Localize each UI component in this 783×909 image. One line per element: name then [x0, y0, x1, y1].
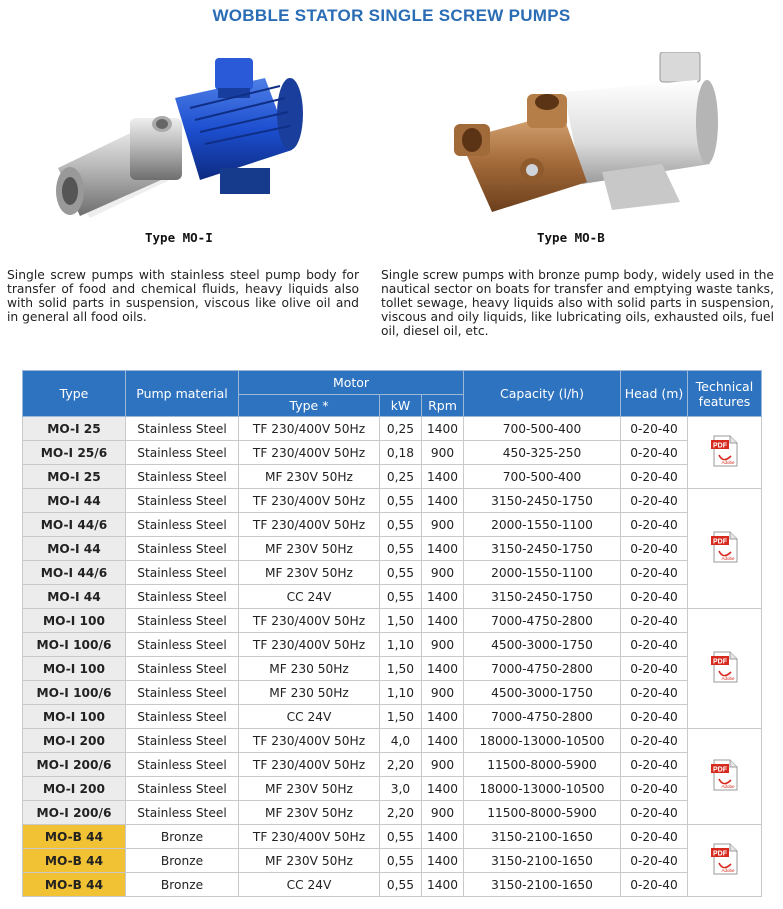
cell-motor-type: MF 230V 50Hz: [239, 801, 380, 825]
pdf-adobe-label: Adobe: [720, 784, 735, 789]
cell-pump-material: Stainless Steel: [126, 777, 239, 801]
cell-kw: 2,20: [380, 801, 422, 825]
cell-head: 0-20-40: [621, 417, 688, 441]
col-header-technical-features: Technical features: [688, 371, 762, 417]
cell-type: MO-B 44: [23, 849, 126, 873]
cell-kw: 0,55: [380, 825, 422, 849]
cell-rpm: 1400: [422, 609, 464, 633]
col-header-head: Head (m): [621, 371, 688, 417]
cell-type: MO-I 200: [23, 729, 126, 753]
col-header-motor: Motor: [239, 371, 464, 395]
cell-head: 0-20-40: [621, 777, 688, 801]
caption-mo-i: Type MO-I: [145, 230, 213, 245]
cell-pump-material: Stainless Steel: [126, 657, 239, 681]
table-row: [23, 537, 762, 561]
cell-capacity: 700-500-400: [464, 417, 621, 441]
cell-capacity: 7000-4750-2800: [464, 609, 621, 633]
table-row: [23, 705, 762, 729]
cell-capacity: 2000-1550-1100: [464, 513, 621, 537]
cell-head: 0-20-40: [621, 609, 688, 633]
cell-motor-type: CC 24V: [239, 873, 380, 897]
table-row: [23, 801, 762, 825]
cell-rpm: 900: [422, 513, 464, 537]
cell-pump-material: Bronze: [126, 825, 239, 849]
cell-capacity: 4500-3000-1750: [464, 681, 621, 705]
pdf-adobe-label: Adobe: [720, 868, 735, 873]
cell-kw: 3,0: [380, 777, 422, 801]
cell-motor-type: TF 230/400V 50Hz: [239, 417, 380, 441]
cell-type: MO-I 25: [23, 417, 126, 441]
cell-head: 0-20-40: [621, 537, 688, 561]
cell-motor-type: TF 230/400V 50Hz: [239, 609, 380, 633]
table-row: [23, 729, 762, 753]
technical-features-cell: [688, 609, 762, 729]
col-header-pump-material: Pump material: [126, 371, 239, 417]
cell-motor-type: CC 24V: [239, 705, 380, 729]
cell-kw: 0,25: [380, 465, 422, 489]
cell-rpm: 1400: [422, 657, 464, 681]
cell-rpm: 1400: [422, 537, 464, 561]
cell-kw: 0,55: [380, 513, 422, 537]
cell-capacity: 3150-2450-1750: [464, 537, 621, 561]
cell-rpm: 1400: [422, 873, 464, 897]
table-row: [23, 561, 762, 585]
pdf-adobe-label: Adobe: [720, 556, 735, 561]
cell-pump-material: Bronze: [126, 849, 239, 873]
cell-pump-material: Stainless Steel: [126, 633, 239, 657]
pdf-icon[interactable]: [711, 651, 739, 686]
cell-pump-material: Stainless Steel: [126, 537, 239, 561]
cell-rpm: 1400: [422, 825, 464, 849]
cell-type: MO-B 44: [23, 825, 126, 849]
cell-rpm: 900: [422, 681, 464, 705]
table-row: [23, 873, 762, 897]
table-row: [23, 777, 762, 801]
pdf-icon[interactable]: [711, 531, 739, 566]
cell-pump-material: Stainless Steel: [126, 441, 239, 465]
cell-rpm: 1400: [422, 417, 464, 441]
cell-rpm: 900: [422, 633, 464, 657]
cell-head: 0-20-40: [621, 489, 688, 513]
table-row: [23, 489, 762, 513]
cell-capacity: 700-500-400: [464, 465, 621, 489]
cell-pump-material: Stainless Steel: [126, 417, 239, 441]
cell-motor-type: TF 230/400V 50Hz: [239, 729, 380, 753]
table-row: [23, 585, 762, 609]
cell-type: MO-I 25/6: [23, 441, 126, 465]
table-row: [23, 609, 762, 633]
cell-motor-type: MF 230V 50Hz: [239, 777, 380, 801]
cell-pump-material: Stainless Steel: [126, 801, 239, 825]
technical-features-cell: [688, 825, 762, 897]
cell-head: 0-20-40: [621, 657, 688, 681]
cell-motor-type: MF 230V 50Hz: [239, 561, 380, 585]
cell-motor-type: MF 230 50Hz: [239, 681, 380, 705]
description-mo-i: Single screw pumps with stainless steel pump body for transfer of food and chemical fluids, heavy liquids also with solid parts in suspension, viscous like olive oil and in general all food oils.: [7, 268, 359, 324]
cell-capacity: 3150-2450-1750: [464, 585, 621, 609]
cell-head: 0-20-40: [621, 705, 688, 729]
cell-type: MO-I 44: [23, 585, 126, 609]
cell-kw: 0,18: [380, 441, 422, 465]
cell-pump-material: Stainless Steel: [126, 681, 239, 705]
cell-rpm: 1400: [422, 705, 464, 729]
table-row: [23, 633, 762, 657]
technical-features-cell: [688, 729, 762, 825]
cell-head: 0-20-40: [621, 681, 688, 705]
cell-type: MO-I 200/6: [23, 753, 126, 777]
cell-rpm: 1400: [422, 489, 464, 513]
cell-head: 0-20-40: [621, 633, 688, 657]
description-mo-b: Single screw pumps with bronze pump body, widely used in the nautical sector on boats for transfer and emptying waste tanks, tollet sewage, heavy liquids also with solid parts in suspension, viscous and oily liquids, like lubricating oils, exhausted oils, fuel oil, diesel oil, etc.: [381, 268, 775, 338]
cell-rpm: 1400: [422, 585, 464, 609]
cell-rpm: 900: [422, 801, 464, 825]
cell-type: MO-I 44: [23, 489, 126, 513]
cell-rpm: 1400: [422, 849, 464, 873]
cell-kw: 0,55: [380, 873, 422, 897]
cell-kw: 1,50: [380, 657, 422, 681]
cell-motor-type: MF 230 50Hz: [239, 657, 380, 681]
cell-motor-type: TF 230/400V 50Hz: [239, 633, 380, 657]
caption-mo-b: Type MO-B: [537, 230, 605, 245]
cell-type: MO-I 200: [23, 777, 126, 801]
cell-head: 0-20-40: [621, 465, 688, 489]
table-row: [23, 513, 762, 537]
cell-pump-material: Stainless Steel: [126, 705, 239, 729]
cell-head: 0-20-40: [621, 441, 688, 465]
cell-pump-material: Stainless Steel: [126, 753, 239, 777]
cell-kw: 1,50: [380, 705, 422, 729]
cell-kw: 0,55: [380, 585, 422, 609]
col-header-motor-type: Type *: [239, 395, 380, 417]
table-row: [23, 657, 762, 681]
cell-motor-type: TF 230/400V 50Hz: [239, 489, 380, 513]
cell-motor-type: TF 230/400V 50Hz: [239, 753, 380, 777]
pdf-adobe-label: Adobe: [720, 676, 735, 681]
cell-pump-material: Stainless Steel: [126, 561, 239, 585]
cell-pump-material: Stainless Steel: [126, 489, 239, 513]
cell-kw: 1,50: [380, 609, 422, 633]
technical-features-cell: [688, 489, 762, 609]
cell-rpm: 1400: [422, 729, 464, 753]
cell-capacity: 18000-13000-10500: [464, 777, 621, 801]
pump-mo-i-image: [50, 58, 305, 218]
cell-type: MO-I 100/6: [23, 633, 126, 657]
spec-table-body: [23, 417, 762, 897]
cell-rpm: 900: [422, 753, 464, 777]
pdf-adobe-label: Adobe: [720, 460, 735, 465]
cell-pump-material: Stainless Steel: [126, 729, 239, 753]
cell-capacity: 4500-3000-1750: [464, 633, 621, 657]
cell-motor-type: TF 230/400V 50Hz: [239, 441, 380, 465]
cell-capacity: 11500-8000-5900: [464, 753, 621, 777]
table-row: [23, 441, 762, 465]
cell-type: MO-I 100/6: [23, 681, 126, 705]
cell-type: MO-I 100: [23, 609, 126, 633]
col-header-rpm: Rpm: [422, 395, 464, 417]
cell-head: 0-20-40: [621, 729, 688, 753]
technical-features-cell: [688, 417, 762, 489]
cell-rpm: 1400: [422, 777, 464, 801]
table-row: [23, 465, 762, 489]
cell-head: 0-20-40: [621, 825, 688, 849]
cell-type: MO-I 25: [23, 465, 126, 489]
cell-head: 0-20-40: [621, 801, 688, 825]
svg-text:PDF: PDF: [712, 658, 727, 666]
cell-type: MO-I 44/6: [23, 513, 126, 537]
pdf-icon[interactable]: [711, 759, 739, 794]
cell-type: MO-I 44: [23, 537, 126, 561]
cell-kw: 0,55: [380, 561, 422, 585]
cell-pump-material: Stainless Steel: [126, 609, 239, 633]
cell-kw: 1,10: [380, 633, 422, 657]
cell-type: MO-B 44: [23, 873, 126, 897]
table-row: [23, 849, 762, 873]
cell-kw: 2,20: [380, 753, 422, 777]
cell-type: MO-I 100: [23, 705, 126, 729]
col-header-type: Type: [23, 371, 126, 417]
table-row: [23, 753, 762, 777]
cell-pump-material: Stainless Steel: [126, 513, 239, 537]
table-row: [23, 417, 762, 441]
cell-motor-type: MF 230V 50Hz: [239, 849, 380, 873]
cell-capacity: 11500-8000-5900: [464, 801, 621, 825]
cell-type: MO-I 200/6: [23, 801, 126, 825]
pdf-icon[interactable]: [711, 435, 739, 470]
cell-motor-type: CC 24V: [239, 585, 380, 609]
cell-capacity: 3150-2450-1750: [464, 489, 621, 513]
cell-kw: 0,55: [380, 489, 422, 513]
cell-capacity: 3150-2100-1650: [464, 873, 621, 897]
cell-rpm: 1400: [422, 465, 464, 489]
cell-rpm: 900: [422, 441, 464, 465]
cell-head: 0-20-40: [621, 849, 688, 873]
cell-kw: 0,55: [380, 849, 422, 873]
cell-pump-material: Stainless Steel: [126, 465, 239, 489]
cell-capacity: 7000-4750-2800: [464, 657, 621, 681]
cell-capacity: 450-325-250: [464, 441, 621, 465]
cell-head: 0-20-40: [621, 561, 688, 585]
cell-head: 0-20-40: [621, 585, 688, 609]
cell-kw: 0,25: [380, 417, 422, 441]
svg-text:PDF: PDF: [712, 850, 727, 858]
cell-head: 0-20-40: [621, 513, 688, 537]
cell-type: MO-I 44/6: [23, 561, 126, 585]
cell-head: 0-20-40: [621, 873, 688, 897]
cell-pump-material: Stainless Steel: [126, 585, 239, 609]
cell-capacity: 2000-1550-1100: [464, 561, 621, 585]
svg-text:PDF: PDF: [712, 442, 727, 450]
cell-type: MO-I 100: [23, 657, 126, 681]
cell-pump-material: Bronze: [126, 873, 239, 897]
cell-capacity: 3150-2100-1650: [464, 849, 621, 873]
cell-motor-type: MF 230V 50Hz: [239, 537, 380, 561]
col-header-kw: kW: [380, 395, 422, 417]
pump-mo-b-image: [452, 52, 720, 222]
col-header-capacity: Capacity (l/h): [464, 371, 621, 417]
pump-spec-table: [22, 370, 762, 897]
cell-kw: 4,0: [380, 729, 422, 753]
cell-motor-type: TF 230/400V 50Hz: [239, 513, 380, 537]
svg-text:PDF: PDF: [712, 538, 727, 546]
cell-capacity: 18000-13000-10500: [464, 729, 621, 753]
svg-text:PDF: PDF: [712, 766, 727, 774]
cell-head: 0-20-40: [621, 753, 688, 777]
table-row: [23, 825, 762, 849]
cell-capacity: 7000-4750-2800: [464, 705, 621, 729]
cell-kw: 1,10: [380, 681, 422, 705]
page-title: WOBBLE STATOR SINGLE SCREW PUMPS: [212, 6, 571, 25]
cell-capacity: 3150-2100-1650: [464, 825, 621, 849]
pdf-icon[interactable]: [711, 843, 739, 878]
cell-motor-type: TF 230/400V 50Hz: [239, 825, 380, 849]
cell-rpm: 900: [422, 561, 464, 585]
table-row: [23, 681, 762, 705]
cell-kw: 0,55: [380, 537, 422, 561]
cell-motor-type: MF 230V 50Hz: [239, 465, 380, 489]
